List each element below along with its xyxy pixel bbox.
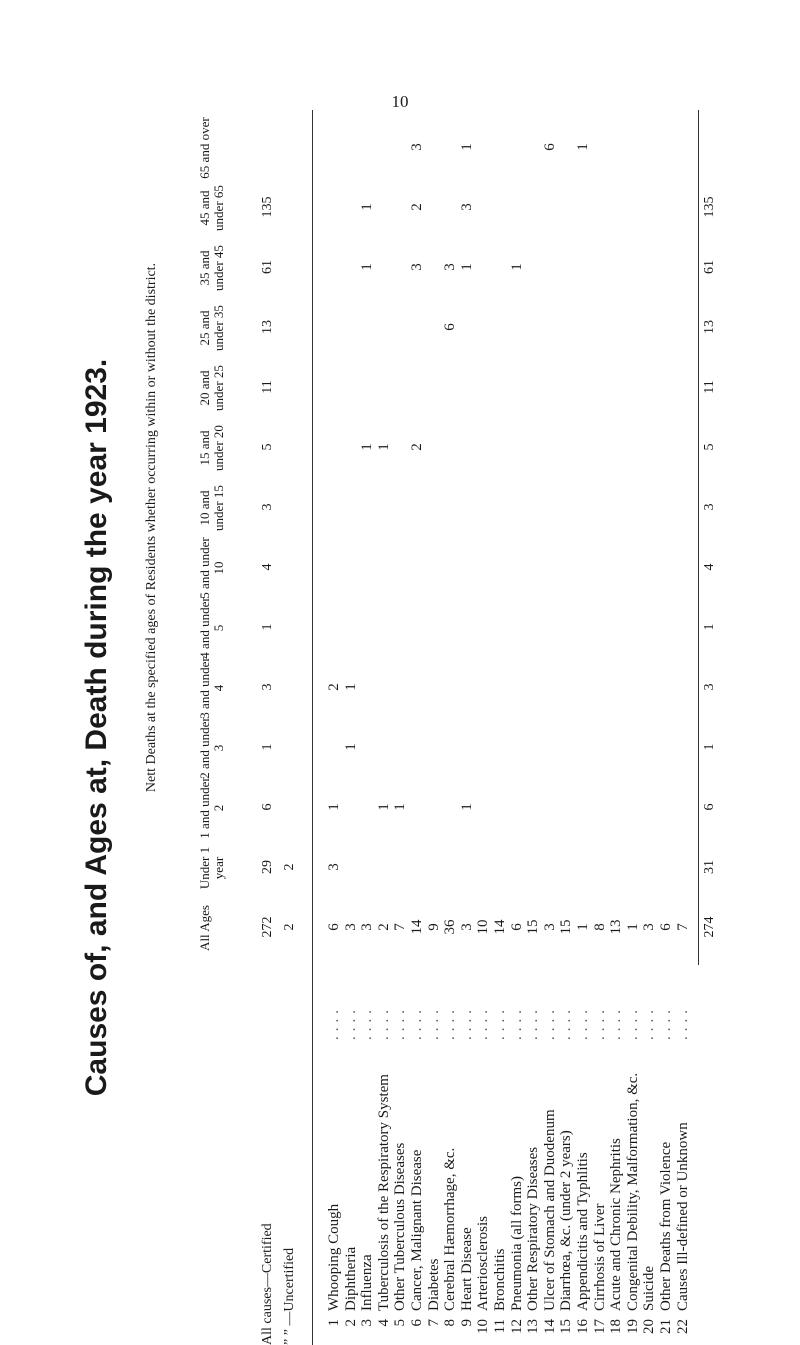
summary-cell: 3 <box>260 683 275 691</box>
cause-number: 19 <box>624 1319 641 1334</box>
table-cell: 1 <box>359 203 376 211</box>
total-cell: 31 <box>702 860 717 874</box>
table-cell: 3 <box>458 923 475 931</box>
table-cell: 1 <box>392 803 409 811</box>
cause-name: Cerebral Hæmorrhage, &c. <box>442 1147 459 1311</box>
cause-number: 20 <box>641 1319 658 1334</box>
summary-cell: 272 <box>260 916 275 938</box>
column-heading: 45 and under 65 <box>197 185 226 231</box>
leader-dots: .... <box>624 1005 641 1040</box>
leader-dots: .... <box>442 1005 459 1040</box>
table-cell: 3 <box>641 923 658 931</box>
leader-dots: .... <box>409 1005 425 1040</box>
leader-dots: .... <box>425 1005 442 1040</box>
column-heading: 25 and under 35 <box>197 305 226 351</box>
cause-name: Pneumonia (all forms) <box>508 1176 525 1311</box>
column-heading: Under 1 year <box>197 846 226 890</box>
leader-dots: .... <box>458 1005 475 1040</box>
cause-name: Other Respiratory Diseases <box>525 1146 542 1311</box>
cause-name: Diabetes <box>425 1258 442 1311</box>
table-cell: 1 <box>359 443 376 451</box>
column-heading: All Ages <box>197 905 212 951</box>
table-cell: 1 <box>342 683 359 691</box>
table-cell: 7 <box>392 923 409 931</box>
leader-dots: .... <box>658 1005 674 1040</box>
cause-number: 12 <box>508 1319 525 1334</box>
cause-number: 14 <box>541 1319 558 1334</box>
totals-rule <box>698 110 699 965</box>
table-row <box>675 110 696 1345</box>
leader-dots: .... <box>326 1005 342 1040</box>
summary-row <box>260 110 280 1345</box>
leader-dots: .... <box>492 1005 508 1040</box>
cause-number: 1 <box>326 1319 342 1327</box>
table-cell: 3 <box>342 923 359 931</box>
table-cell: 1 <box>375 443 392 451</box>
table-cell: 3 <box>326 863 342 871</box>
cause-number: 3 <box>359 1319 376 1327</box>
table-cell: 6 <box>541 143 558 151</box>
cause-name: Bronchitis <box>492 1248 508 1311</box>
table-cell: 1 <box>575 923 591 931</box>
cause-number: 8 <box>442 1319 459 1327</box>
table-cell: 8 <box>591 923 608 931</box>
table-cell: 15 <box>558 919 575 935</box>
cause-name: Causes Ill-defined or Unknown <box>674 1122 691 1311</box>
table-cell: 1 <box>508 263 525 271</box>
cause-number: 2 <box>342 1319 359 1327</box>
leader-dots: .... <box>558 1005 575 1040</box>
column-heading: 2 and under 3 <box>197 717 226 779</box>
summary-label: ” ” —Uncertified <box>282 1247 297 1345</box>
table-cell: 6 <box>508 923 525 931</box>
cause-number: 16 <box>575 1319 591 1334</box>
header-rule <box>312 110 313 1345</box>
total-cell: 13 <box>702 320 717 334</box>
summary-cell: 5 <box>260 443 275 451</box>
summary-cell: 13 <box>260 320 275 334</box>
table-cell: 15 <box>525 919 542 935</box>
leader-dots: .... <box>591 1005 608 1040</box>
summary-cell: 135 <box>260 196 275 218</box>
total-cell: 11 <box>702 380 717 394</box>
table-cell: 2 <box>375 923 392 931</box>
column-heading: 20 and under 25 <box>197 365 226 411</box>
table-cell: 3 <box>359 923 376 931</box>
cause-name: Other Deaths from Violence <box>658 1141 674 1311</box>
superheading: Nett Deaths at the specified ages of Residents whether occurring within or without the district. <box>144 262 159 793</box>
cause-name: Congenital Debility, Malformation, &c. <box>624 1072 641 1311</box>
summary-cell: 2 <box>282 863 297 871</box>
total-cell: 1 <box>702 623 717 631</box>
cause-name: Influenza <box>359 1254 376 1311</box>
leader-dots: .... <box>541 1005 558 1040</box>
table-cell: 1 <box>359 263 376 271</box>
summary-cell: 61 <box>260 260 275 274</box>
table-cell: 3 <box>458 203 475 211</box>
table-cell: 6 <box>442 323 459 331</box>
summary-cell: 2 <box>282 923 297 931</box>
table-cell: 1 <box>458 803 475 811</box>
table-cell: 2 <box>409 443 425 451</box>
summary-label: All causes—Certified <box>260 1223 275 1345</box>
leader-dots: .... <box>475 1005 492 1040</box>
table-cell: 13 <box>608 919 625 935</box>
cause-number: 5 <box>392 1319 409 1327</box>
summary-cell: 1 <box>260 743 275 751</box>
cause-name: Tuberculosis of the Respiratory System <box>375 1074 392 1311</box>
leader-dots: .... <box>641 1005 658 1040</box>
summary-row <box>282 110 302 1345</box>
leader-dots: .... <box>392 1005 409 1040</box>
table-cell: 2 <box>326 683 342 691</box>
cause-number: 6 <box>409 1319 425 1327</box>
table-cell: 1 <box>375 803 392 811</box>
column-heading: 1 and under 2 <box>197 777 226 839</box>
table-cell: 2 <box>409 203 425 211</box>
table-cell: 36 <box>442 919 459 935</box>
summary-cell: 11 <box>260 380 275 394</box>
total-cell: 274 <box>702 916 717 938</box>
cause-number: 18 <box>608 1319 625 1334</box>
summary-cell: 29 <box>260 860 275 874</box>
table-cell: 6 <box>658 923 674 931</box>
summary-cell: 6 <box>260 803 275 811</box>
cause-number: 9 <box>458 1319 475 1327</box>
table-cell: 10 <box>475 919 492 935</box>
cause-name: Ulcer of Stomach and Duodenum <box>541 1109 558 1311</box>
table-cell: 1 <box>624 923 641 931</box>
page-title: Causes of, and Ages at, Death during the year 1923. <box>80 358 113 1097</box>
summary-cell: 4 <box>260 563 275 571</box>
leader-dots: .... <box>342 1005 359 1040</box>
table-cell: 9 <box>425 923 442 931</box>
leader-dots: .... <box>508 1005 525 1040</box>
page-number: 10 <box>391 92 409 111</box>
table-cell: 6 <box>326 923 342 931</box>
total-cell: 61 <box>702 260 717 274</box>
leader-dots: .... <box>608 1005 625 1040</box>
total-cell: 4 <box>702 563 717 571</box>
total-cell: 3 <box>702 503 717 511</box>
table-cell: 14 <box>409 919 425 935</box>
table-cell: 1 <box>342 743 359 751</box>
cause-name: Cancer, Malignant Disease <box>409 1149 425 1311</box>
cause-number: 13 <box>525 1319 542 1334</box>
table-cell: 1 <box>326 803 342 811</box>
table-cell: 3 <box>409 143 425 151</box>
cause-number: 7 <box>425 1319 442 1327</box>
total-cell: 135 <box>702 196 717 218</box>
leader-dots: .... <box>525 1005 542 1040</box>
column-heading: 15 and under 20 <box>197 425 226 471</box>
totals-values <box>702 110 722 1345</box>
column-heading: 4 and under 5 <box>197 597 226 659</box>
column-heading: 10 and under 15 <box>197 485 226 531</box>
cause-name: Diphtheria <box>342 1246 359 1311</box>
table-cell: 1 <box>575 143 591 151</box>
cause-name: Suicide <box>641 1266 658 1311</box>
total-cell: 6 <box>702 803 717 811</box>
cause-number: 15 <box>558 1319 575 1334</box>
rotated-table <box>80 110 720 1345</box>
cause-name: Heart Disease <box>458 1227 475 1311</box>
summary-cell: 3 <box>260 503 275 511</box>
column-heading: 65 and over <box>197 117 212 179</box>
total-cell: 5 <box>702 443 717 451</box>
table-cell: 7 <box>674 923 691 931</box>
summary-cell: 1 <box>260 623 275 631</box>
cause-number: 17 <box>591 1319 608 1334</box>
cause-name: Other Tuberculous Diseases <box>392 1142 409 1311</box>
cause-number: 22 <box>674 1319 691 1334</box>
table-cell: 3 <box>541 923 558 931</box>
table-cell: 14 <box>492 919 508 935</box>
cause-number: 11 <box>492 1319 508 1334</box>
total-cell: 3 <box>702 683 717 691</box>
table-cell: 3 <box>442 263 459 271</box>
cause-name: Appendicitis and Typhlitis <box>575 1152 591 1311</box>
cause-name: Whooping Cough <box>326 1203 342 1311</box>
table-cell: 1 <box>458 143 475 151</box>
cause-name: Cirrhosis of Liver <box>591 1203 608 1311</box>
cause-name: Diarrhœa, &c. (under 2 years) <box>558 1130 575 1311</box>
column-heading: 3 and under 4 <box>197 657 226 719</box>
leader-dots: .... <box>359 1005 376 1040</box>
column-heading: 35 and under 45 <box>197 245 226 291</box>
leader-dots: .... <box>674 1005 691 1040</box>
leader-dots: .... <box>575 1005 591 1040</box>
leader-dots: .... <box>375 1005 392 1040</box>
cause-name: Arteriosclerosis <box>475 1216 492 1311</box>
table-cell: 3 <box>409 263 425 271</box>
cause-number: 4 <box>375 1319 392 1327</box>
column-heading: 5 and under 10 <box>197 537 226 599</box>
total-cell: 1 <box>702 743 717 751</box>
cause-number: 21 <box>658 1319 674 1334</box>
cause-name: Acute and Chronic Nephritis <box>608 1138 625 1311</box>
cause-number: 10 <box>475 1319 492 1334</box>
table-cell: 1 <box>458 263 475 271</box>
